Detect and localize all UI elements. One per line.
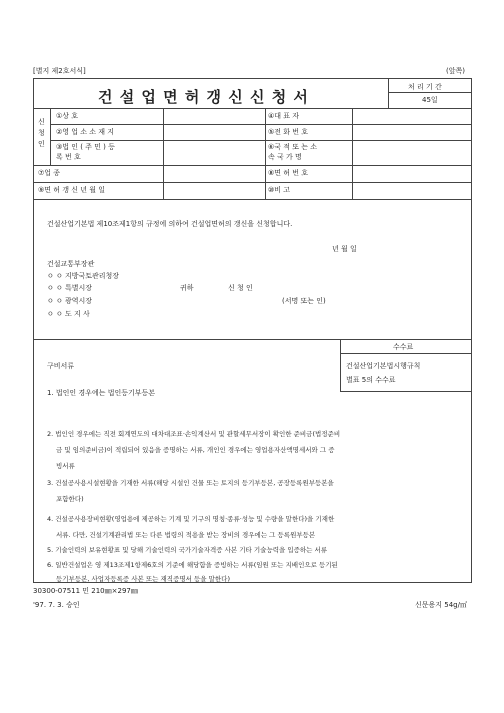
processing-period-value: 45일 xyxy=(422,96,438,104)
input-myeonheo-no[interactable] xyxy=(354,167,470,181)
footer-paper: 신문용지 54g/㎡ xyxy=(415,601,467,609)
field-daepyo: ④대 표 자 xyxy=(268,112,300,120)
field-sang-ho: ①상 호 xyxy=(56,112,79,120)
document-item-5: 5. 기술인력의 보유현황표 및 당해 기술인력의 국가기술자격증 사본 기타 기술능력을 입증하는 서류 xyxy=(47,546,328,554)
applicant-group-label: 신청인 xyxy=(38,118,45,148)
applicant-label: 신 청 인 xyxy=(228,284,253,292)
gwiha-label: 귀하 xyxy=(180,284,194,292)
document-item-2-line3: 빙서류 xyxy=(56,462,75,470)
input-bigo[interactable] xyxy=(354,184,470,198)
field-bigo: ⑩비 고 xyxy=(268,186,291,194)
input-jeonhwa[interactable] xyxy=(354,126,470,139)
document-item-4-line2: 서류. 다만, 건설기계관리법 또는 다른 법령의 적용을 받는 장비의 경우에는 그 등록원부등본 xyxy=(56,531,316,539)
document-item-1: 1. 법인인 경우에는 법인등기부등본 xyxy=(47,389,156,397)
recipient-special-city: ㅇ ㅇ 특별시장 xyxy=(47,284,93,292)
document-item-6-line1: 6. 일반건설업은 영 제13조제1항제6호의 기준에 해당함을 증빙하는 서류(임원 또는 지배인으로 등기된 xyxy=(47,561,338,569)
fee-header: 수수료 xyxy=(393,343,414,351)
input-gukjeok[interactable] xyxy=(354,142,470,164)
input-gaengsin-date[interactable] xyxy=(165,184,264,198)
document-item-3-line2: 포함한다) xyxy=(56,495,84,503)
form-label: [별지 제2호서식] xyxy=(33,67,86,75)
form-title: 건 설 업 면 허 갱 신 신 청 서 xyxy=(98,88,309,106)
fee-text-line2: 별표 5의 수수료 xyxy=(346,376,396,384)
recipient-metro-city: ㅇ ㅇ 광역시장 xyxy=(47,297,93,305)
document-item-6-line2: 등기부등본, 사업자등록증 사본 또는 재직증명서 등을 말한다) xyxy=(56,575,230,583)
field-gukjeok-line1: ⑥국 적 또 는 소 xyxy=(268,143,317,151)
signature-field[interactable] xyxy=(268,282,378,294)
input-yeongeop[interactable] xyxy=(165,126,264,139)
field-eopjong: ⑦업 종 xyxy=(38,169,61,177)
document-item-3-line1: 3. 건설공사용시설현황을 기재한 서류(해당 시설인 건물 또는 토지의 등기부등본, 공장등록원부등본을 xyxy=(47,479,334,487)
field-myeonheo-no: ⑧면 허 번 호 xyxy=(268,169,308,177)
application-statement: 건설산업기본법 제10조제1항의 규정에 의하여 건설업면허의 갱신을 신청합니다. xyxy=(47,220,293,228)
field-beobin-line2: 록 번 호 xyxy=(56,153,81,161)
field-yeongeop: ②영 업 소 소 재 지 xyxy=(56,128,114,136)
input-beobin-no[interactable] xyxy=(165,142,264,164)
recipient-regional-office: ㅇ ㅇ 지방국토관리청장 xyxy=(47,272,120,280)
footer-code: 30300-07511 민 210㎜×297㎜ xyxy=(33,587,138,595)
input-sang-ho[interactable] xyxy=(165,110,264,123)
input-daepyo[interactable] xyxy=(354,110,470,123)
date-line: 년 월 일 xyxy=(332,245,357,253)
document-item-4-line1: 4. 건설공사용장비현황(영업용에 제공하는 기계 및 기구의 명칭·종류·성능 및 수량을 말한다)을 기재한 xyxy=(47,515,335,523)
document-item-2-line1: 2. 법인인 경우에는 직전 회계연도의 대차대조표·손익계산서 및 관할세무서장이 확인한 준비금(법정준비 xyxy=(47,430,341,438)
fee-text-line1: 건설산업기본법시행규칙 xyxy=(346,362,421,370)
recipient-minister: 건설교통부장관 xyxy=(47,260,95,268)
signature-label: (서명 또는 인) xyxy=(282,297,326,305)
field-gukjeok-line2: 속 국 가 명 xyxy=(268,153,302,161)
processing-period-label: 처 리 기 간 xyxy=(408,83,442,91)
recipient-province: ㅇ ㅇ 도 지 사 xyxy=(47,310,90,318)
footer-approval: '97. 7. 3. 승인 xyxy=(33,601,80,609)
field-gaengsin-date: ⑨면 허 갱 신 년 월 일 xyxy=(38,186,105,194)
side-label: (앞쪽) xyxy=(446,67,465,75)
input-eopjong[interactable] xyxy=(165,167,264,181)
documents-header: 구비서류 xyxy=(47,362,75,370)
document-item-2-line2: 금 및 임의준비금)이 적립되어 있음을 증명하는 서류, 개인인 경우에는 영업용자산액명세서와 그 증 xyxy=(56,446,335,454)
field-jeonhwa: ⑤전 화 번 호 xyxy=(268,128,308,136)
field-beobin-line1: ③법 인 ( 주 민 ) 등 xyxy=(56,143,115,151)
